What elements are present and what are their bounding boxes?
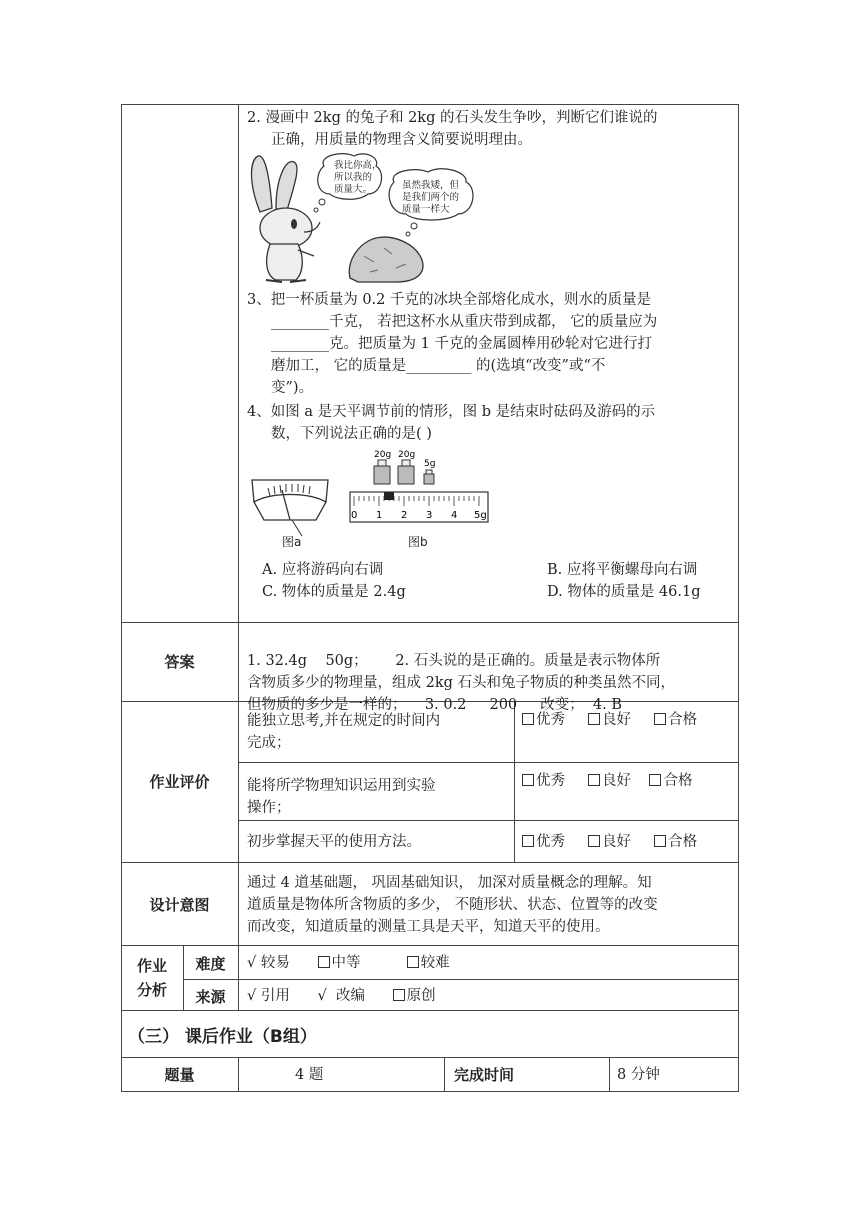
ruler-tick-4: 4 xyxy=(451,510,458,521)
rabbit-bubble-line2: 所以我的 xyxy=(334,172,373,183)
checkbox[interactable] xyxy=(407,956,419,968)
checkbox[interactable] xyxy=(318,956,330,968)
row-divider xyxy=(238,762,739,763)
row-divider xyxy=(121,1010,739,1011)
rating-pass: 合格 xyxy=(663,773,693,789)
rating-excellent: 优秀 xyxy=(536,712,565,728)
stone-bubble-line1: 虽然我矮，但 xyxy=(402,180,460,191)
rabbit-bubble-line3: 质量大。 xyxy=(334,184,373,195)
eval-criterion-1 xyxy=(247,710,509,754)
table-border-left xyxy=(121,104,122,1092)
difficulty-hard: 较难 xyxy=(420,955,450,971)
rating-good: 良好 xyxy=(602,712,632,728)
analysis-label-line1: 作业 xyxy=(136,957,167,975)
eval-rating-2 xyxy=(522,770,692,792)
row-divider xyxy=(121,945,739,946)
difficulty-options xyxy=(247,952,450,974)
question-3-line2: ________千克， 若把这杯水从重庆带到成都， 它的质量应为 xyxy=(271,314,658,330)
eval-column-divider xyxy=(514,701,515,862)
option-a: A. 应将游码向右调 xyxy=(262,562,384,578)
checkbox[interactable] xyxy=(522,713,534,725)
question-3 xyxy=(247,289,730,399)
rating-pass: 合格 xyxy=(668,712,698,728)
row-divider xyxy=(183,979,739,980)
section-heading: （三） 课后作业（B组） xyxy=(128,1027,317,1047)
source-original: 原创 xyxy=(406,988,436,1004)
stone-bubble-line3: 质量一样大 xyxy=(402,204,450,215)
source-cited[interactable]: √ 引用 xyxy=(247,988,290,1004)
question-count-value: 4 题 xyxy=(295,1067,324,1083)
checkbox[interactable] xyxy=(588,713,600,725)
question-count-label: 题量 xyxy=(164,1066,195,1084)
label-column-divider xyxy=(238,104,239,1010)
checkbox[interactable] xyxy=(654,713,666,725)
question-4-line1: 4、如图 a 是天平调节前的情形，图 b 是结束时砝码及游码的示 xyxy=(247,404,656,420)
question-3-line4: 磨加工， 它的质量是_________ 的(选填“改变”或“不 xyxy=(271,358,606,374)
question-2-line2: 正确，用质量的物理含义简要说明理由。 xyxy=(271,132,532,148)
design-label: 设计意图 xyxy=(149,896,210,914)
completion-time-label: 完成时间 xyxy=(453,1066,514,1084)
option-c: C. 物体的质量是 2.4g xyxy=(262,584,406,600)
row-divider xyxy=(238,820,739,821)
checkbox[interactable] xyxy=(588,774,600,786)
checkbox[interactable] xyxy=(649,774,661,786)
footer-column-divider xyxy=(609,1057,610,1091)
ruler-tick-1: 1 xyxy=(376,510,383,521)
analysis-label xyxy=(121,954,183,1002)
eval-criterion-2-line2: 操作； xyxy=(247,800,291,816)
analysis-label-line2: 分析 xyxy=(136,981,167,999)
answer-content xyxy=(247,628,732,716)
figure-b-weights-ruler xyxy=(346,448,492,530)
table-border-bottom xyxy=(121,1091,739,1092)
design-line3: 而改变，知道质量的测量工具是天平，知道天平的使用。 xyxy=(247,919,610,935)
weight-label-3: 5g xyxy=(424,459,436,469)
ruler-tick-3: 3 xyxy=(426,510,433,521)
option-d: D. 物体的质量是 46.1g xyxy=(547,584,701,600)
rider-marker xyxy=(384,492,394,500)
source-adapted[interactable]: √ 改编 xyxy=(317,988,365,1004)
checkbox[interactable] xyxy=(522,774,534,786)
rating-pass: 合格 xyxy=(668,834,698,850)
weight-label-1: 20g xyxy=(374,450,392,460)
rating-excellent: 优秀 xyxy=(536,834,565,850)
ruler-tick-2: 2 xyxy=(401,510,408,521)
question-2 xyxy=(247,107,730,151)
answer-label: 答案 xyxy=(164,653,195,671)
source-label: 来源 xyxy=(195,988,226,1006)
stone-bubble-line2: 是我们两个的 xyxy=(402,192,460,203)
eval-rating-1 xyxy=(522,709,697,731)
source-options xyxy=(247,985,436,1007)
figure-a-label: 图a xyxy=(282,535,302,549)
answer-line2: 含物质多少的物理量，组成 2kg 石头和兔子物质的种类虽然不同， xyxy=(247,675,676,691)
question-3-line3: ________克。把质量为 1 千克的金属圆棒用砂轮对它进行打 xyxy=(271,336,652,352)
eval-criterion-3 xyxy=(247,831,509,853)
question-3-line1: 3、把一杯质量为 0.2 千克的冰块全部熔化成水，则水的质量是 xyxy=(247,292,652,308)
rabbit-bubble-line1: 我比你高， xyxy=(334,160,382,171)
eval-criterion-3-line1: 初步掌握天平的使用方法。 xyxy=(247,834,421,850)
footer-column-divider xyxy=(238,1057,239,1091)
eval-rating-3 xyxy=(522,831,697,853)
table-border-top xyxy=(121,104,739,105)
ruler-tick-0: 0 xyxy=(351,510,358,521)
rating-good: 良好 xyxy=(602,773,632,789)
figure-b-label: 图b xyxy=(408,535,428,549)
rabbit-stone-cartoon xyxy=(246,152,486,286)
question-2-line1: 2. 漫画中 2kg 的兔子和 2kg 的石头发生争吵，判断它们谁说的 xyxy=(247,110,658,126)
answer-line1: 1. 32.4g 50g； 2. 石头说的是正确的。质量是表示物体所 xyxy=(247,653,661,669)
question-4 xyxy=(247,401,730,445)
difficulty-medium: 中等 xyxy=(331,955,361,971)
question-3-line5: 变”)。 xyxy=(271,380,314,396)
checkbox[interactable] xyxy=(588,835,600,847)
weight-label-2: 20g xyxy=(398,450,416,460)
design-line1: 通过 4 道基础题， 巩固基础知识， 加深对质量概念的理解。知 xyxy=(247,875,652,891)
eval-criterion-2 xyxy=(247,775,509,819)
answer-line3: 但物质的多少是一样的； 3. 0.2 200 改变； 4. B xyxy=(247,697,623,713)
checkbox[interactable] xyxy=(654,835,666,847)
question-4-line2: 数，下列说法正确的是( ) xyxy=(271,426,432,442)
design-line2: 道质量是物体所含物质的多少， 不随形状、状态、位置等的改变 xyxy=(247,897,658,913)
completion-time-value: 8 分钟 xyxy=(617,1067,660,1083)
checkbox[interactable] xyxy=(522,835,534,847)
eval-criterion-2-line1: 能将所学物理知识运用到实验 xyxy=(247,778,436,794)
ruler-tick-5: 5g xyxy=(474,510,487,521)
difficulty-easy[interactable]: √ 较易 xyxy=(247,955,290,971)
evaluation-label: 作业评价 xyxy=(149,773,210,791)
difficulty-label: 难度 xyxy=(195,955,226,973)
table-border-right xyxy=(738,104,739,1092)
row-divider xyxy=(121,862,739,863)
eval-criterion-1-line1: 能独立思考,并在规定的时间内 xyxy=(247,713,441,729)
checkbox[interactable] xyxy=(393,989,405,1001)
rating-good: 良好 xyxy=(602,834,632,850)
row-divider xyxy=(121,622,739,623)
eval-criterion-1-line2: 完成； xyxy=(247,735,291,751)
row-divider xyxy=(121,1057,739,1058)
design-content xyxy=(247,872,732,938)
rating-excellent: 优秀 xyxy=(536,773,565,789)
option-b: B. 应将平衡螺母向右调 xyxy=(547,562,698,578)
